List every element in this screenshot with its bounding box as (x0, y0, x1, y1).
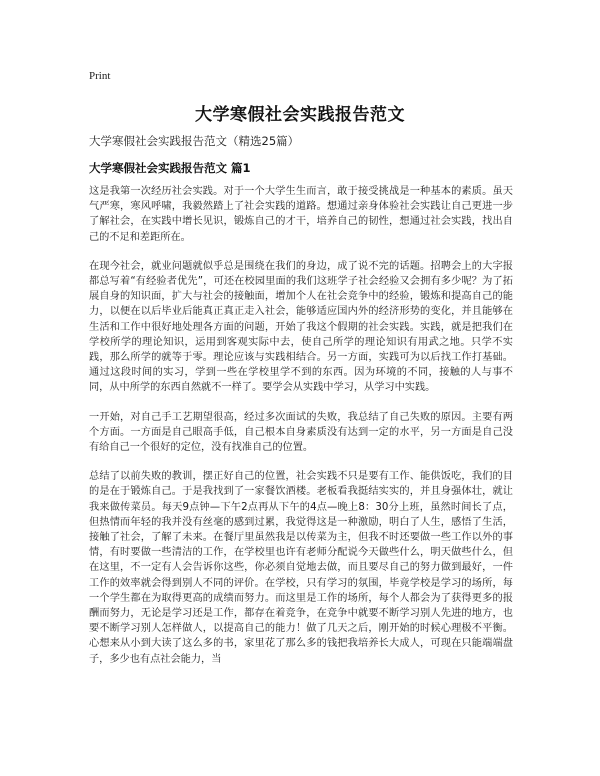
body-paragraph-1: 这是我第一次经历社会实践。对于一个大学生生而言，敢于接受挑战是一种基本的素质。虽天气严寒，寒风呼啸，我毅然踏上了社会实践的道路。想通过亲身体验社会实践让自己更进一步了解社会，在实践中增长见识，锻炼自己的才干，培养自己的韧性，想通过社会实践，找出自己的不足和差距所在。 (89, 186, 513, 243)
body-paragraph-2: 在现今社会，就业问题就似乎总是围绕在我们的身边，成了说不完的话题。招聘会上的大字报都总写着“有经验者优先”，可还在校园里面的我们这班学子社会经验又会拥有多少呢？为了拓展自身的知识面，扩大与社会的接触面，增加个人在社会竞争中的经验，锻炼和提高自己的能力，以便在以后毕业后能真正真正走入社会，能够适应国内外的经济形势的变化，并且能够在生活和工作中很好地处理各方面的问题，开始了我这个假期的社会实践。实践，就是把我们在学校所学的理论知识，运用到客观实际中去，使自己所学的理论知识有用武之地。只学不实践，那么所学的就等于零。理论应该与实践相结合。另一方面，实践可为以后找工作打基础。通过这段时间的实习，学到一些在学校里学不到的东西。因为环境的不同，接触的人与事不同，从中所学的东西自然就不一样了。要学会从实践中学习，从学习中实践。 (89, 260, 513, 394)
document-title: 大学寒假社会实践报告范文 (195, 105, 405, 125)
document-subtitle: 大学寒假社会实践报告范文（精选25篇） (89, 134, 300, 148)
print-link[interactable]: Print (89, 70, 111, 82)
body-paragraph-3: 一开始，对自己手工艺期望很高，经过多次面试的失败，我总结了自己失败的原因。主要有两个方面。一方面是自己眼高手低，自己根本自身素质没有达到一定的水平，另一方面是自己没有给自己一个很好的定位，没有找准自己的位置。 (89, 411, 513, 454)
body-paragraph-4: 总结了以前失败的教训，摆正好自己的位置，社会实践不只是要有工作、能供饭吃，我们的目的是在于锻炼自己。于是我找到了一家餐饮酒楼。老板看我挺结实实的，并且身强体壮，就让我来做传菜员。每天9点钟—下午2点再从下午的4点—晚上8：30分上班，虽然时间长了点，但热情而年轻的我并没有丝毫的感到过累，我觉得这是一种激励，明白了人生，感悟了生活，接触了社会，了解了未来。在餐厅里虽然我是以传菜为主，但我不时还要做一些工作以外的事情，有时要做一些清洁的工作，在学校里也许有老师分配说今天做些什么，明天做些什么，但在这里，不一定有人会告诉你这些，你必须自觉地去做，而且要尽自己的努力做到最好，一件工作的效率就会得到别人不同的评价。在学校，只有学习的氛围，毕竟学校是学习的场所，每一个学生都在为取得更高的成绩而努力。而这里是工作的场所，每个人都会为了获得更多的报酬而努力，无论是学习还是工作，都存在着竞争，在竞争中就要不断学习别人先进的地方，也要不断学习别人怎样做人，以提高自己的能力！做了几天之后，刚开始的时候心理极不平衡。心想来从小到大读了这么多的书，家里花了那么多的钱把我培养长大成人，可现在只能端端盘子，多少也有点社会能力，当 (89, 471, 513, 665)
document-body (89, 184, 513, 681)
section-heading: 大学寒假社会实践报告范文 篇1 (89, 161, 251, 175)
